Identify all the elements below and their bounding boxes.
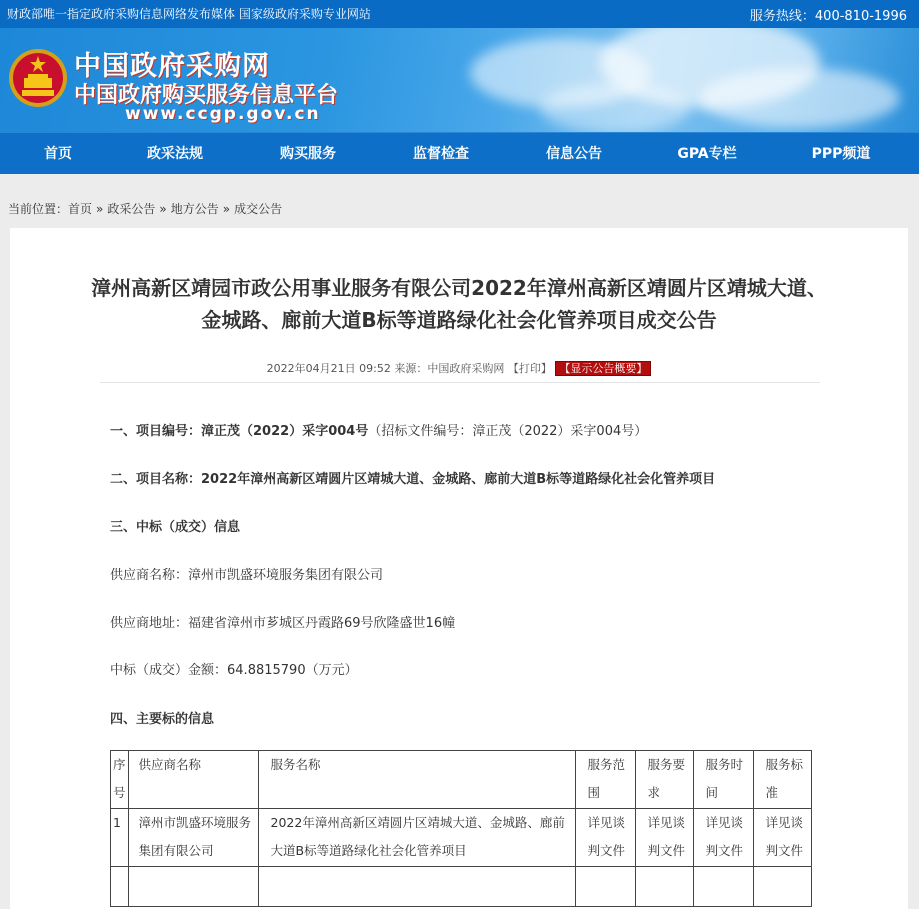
site-url: www.ccgp.gov.cn <box>125 104 321 124</box>
site-banner <box>0 28 919 132</box>
table-cell-standard: 详见谈判文件 <box>753 809 811 867</box>
source-name: 中国政府采购网 <box>427 362 505 375</box>
supplier-address-label: 供应商地址： <box>110 616 189 631</box>
supplier-name-row <box>110 564 383 583</box>
award-amount-label: 中标（成交）金额： <box>110 663 228 678</box>
table-cell-empty <box>128 867 258 907</box>
breadcrumb <box>8 200 282 217</box>
table-cell-empty <box>635 867 693 907</box>
nav-item-supervision[interactable]: 监督检查 <box>413 146 469 162</box>
article-title <box>10 272 908 336</box>
items-table <box>110 750 812 907</box>
nav-item-purchase-services[interactable]: 购买服务 <box>280 146 336 162</box>
article-meta <box>10 360 908 376</box>
site-slogan: 财政部唯一指定政府采购信息网络发布媒体 国家级政府采购专业网站 <box>7 7 371 21</box>
table-cell-supplier: 漳州市凯盛环境服务集团有限公司 <box>128 809 258 867</box>
table-header-cell: 服务名称 <box>258 751 575 809</box>
article-title-line1: 漳州高新区靖园市政公用事业服务有限公司2022年漳州高新区靖圆片区靖城大道、 <box>91 276 827 300</box>
section-award-heading: 三、中标（成交）信息 <box>110 520 241 535</box>
show-summary-button[interactable]: 【显示公告概要】 <box>555 361 651 376</box>
table-cell-scope: 详见谈判文件 <box>575 809 635 867</box>
site-subname: 中国政府购买服务信息平台 <box>74 83 339 108</box>
section-items-heading: 四、主要标的信息 <box>110 712 215 727</box>
supplier-address-row <box>110 612 455 631</box>
table-header-cell: 服务要求 <box>635 751 693 809</box>
nav-item-announcements[interactable]: 信息公告 <box>546 146 602 162</box>
project-name-label: 二、项目名称： <box>110 472 202 487</box>
table-header-cell: 服务时间 <box>693 751 753 809</box>
table-row <box>111 809 812 867</box>
table-header-cell: 序号 <box>111 751 129 809</box>
table-cell-index: 1 <box>111 809 129 867</box>
site-name[interactable]: 中国政府采购网 <box>74 51 270 82</box>
project-number-label: 一、项目编号： <box>110 424 202 439</box>
table-row-empty <box>111 867 812 907</box>
table-header-cell: 供应商名称 <box>128 751 258 809</box>
print-link[interactable]: 【打印】 <box>507 362 552 375</box>
meta-divider <box>100 382 820 383</box>
nav-item-regulations[interactable]: 政采法规 <box>147 146 203 162</box>
breadcrumb-prefix: 当前位置： <box>8 202 69 216</box>
project-number-value: 漳正茂（2022）采字004号 <box>201 424 369 439</box>
table-cell-empty <box>693 867 753 907</box>
table-header-row <box>111 751 812 809</box>
table-cell-service: 2022年漳州高新区靖圆片区靖城大道、金城路、廊前大道B标等道路绿化社会化管养项目 <box>258 809 575 867</box>
supplier-name-label: 供应商名称： <box>110 568 189 583</box>
table-cell-empty <box>111 867 129 907</box>
award-amount-row <box>110 659 358 678</box>
project-name-value: 2022年漳州高新区靖圆片区靖城大道、金城路、廊前大道B标等道路绿化社会化管养项目 <box>201 472 716 487</box>
breadcrumb-sep: » <box>96 202 104 216</box>
main-nav <box>0 132 919 174</box>
table-cell-requirements: 详见谈判文件 <box>635 809 693 867</box>
nav-item-gpa[interactable]: GPA专栏 <box>677 146 737 162</box>
service-hotline: 服务热线：400-810-1996 <box>749 9 907 24</box>
supplier-address-value: 福建省漳州市芗城区丹霞路69号欣隆盛世16幢 <box>188 616 456 631</box>
source-label: 来源： <box>394 362 428 375</box>
nav-item-ppp[interactable]: PPP频道 <box>811 146 871 162</box>
national-emblem-icon[interactable] <box>8 48 68 108</box>
article-panel <box>10 228 908 909</box>
project-number-note: （招标文件编号：漳正茂（2022）采字004号） <box>368 424 648 439</box>
publish-date: 2022年04月21日 09:52 <box>266 362 391 375</box>
article-title-line2: 金城路、廊前大道B标等道路绿化社会化管养项目成交公告 <box>201 308 717 332</box>
table-header-cell: 服务标准 <box>753 751 811 809</box>
breadcrumb-local-announcements[interactable]: 地方公告 <box>170 202 219 216</box>
table-cell-empty <box>258 867 575 907</box>
table-header-cell: 服务范围 <box>575 751 635 809</box>
breadcrumb-sep: » <box>222 202 231 216</box>
project-number <box>110 420 647 439</box>
table-cell-time: 详见谈判文件 <box>693 809 753 867</box>
table-cell-empty <box>575 867 635 907</box>
table-cell-empty <box>753 867 811 907</box>
supplier-name-value: 漳州市凯盛环境服务集团有限公司 <box>188 568 384 583</box>
breadcrumb-deal-announcements[interactable]: 成交公告 <box>234 202 283 216</box>
award-amount-value: 64.8815790（万元） <box>227 663 358 678</box>
breadcrumb-sep: » <box>159 202 167 216</box>
breadcrumb-policy-announcements[interactable]: 政采公告 <box>107 202 156 216</box>
project-name <box>110 468 715 487</box>
nav-item-home[interactable]: 首页 <box>44 146 72 162</box>
top-bar <box>0 0 919 28</box>
breadcrumb-home[interactable]: 首页 <box>68 202 93 216</box>
